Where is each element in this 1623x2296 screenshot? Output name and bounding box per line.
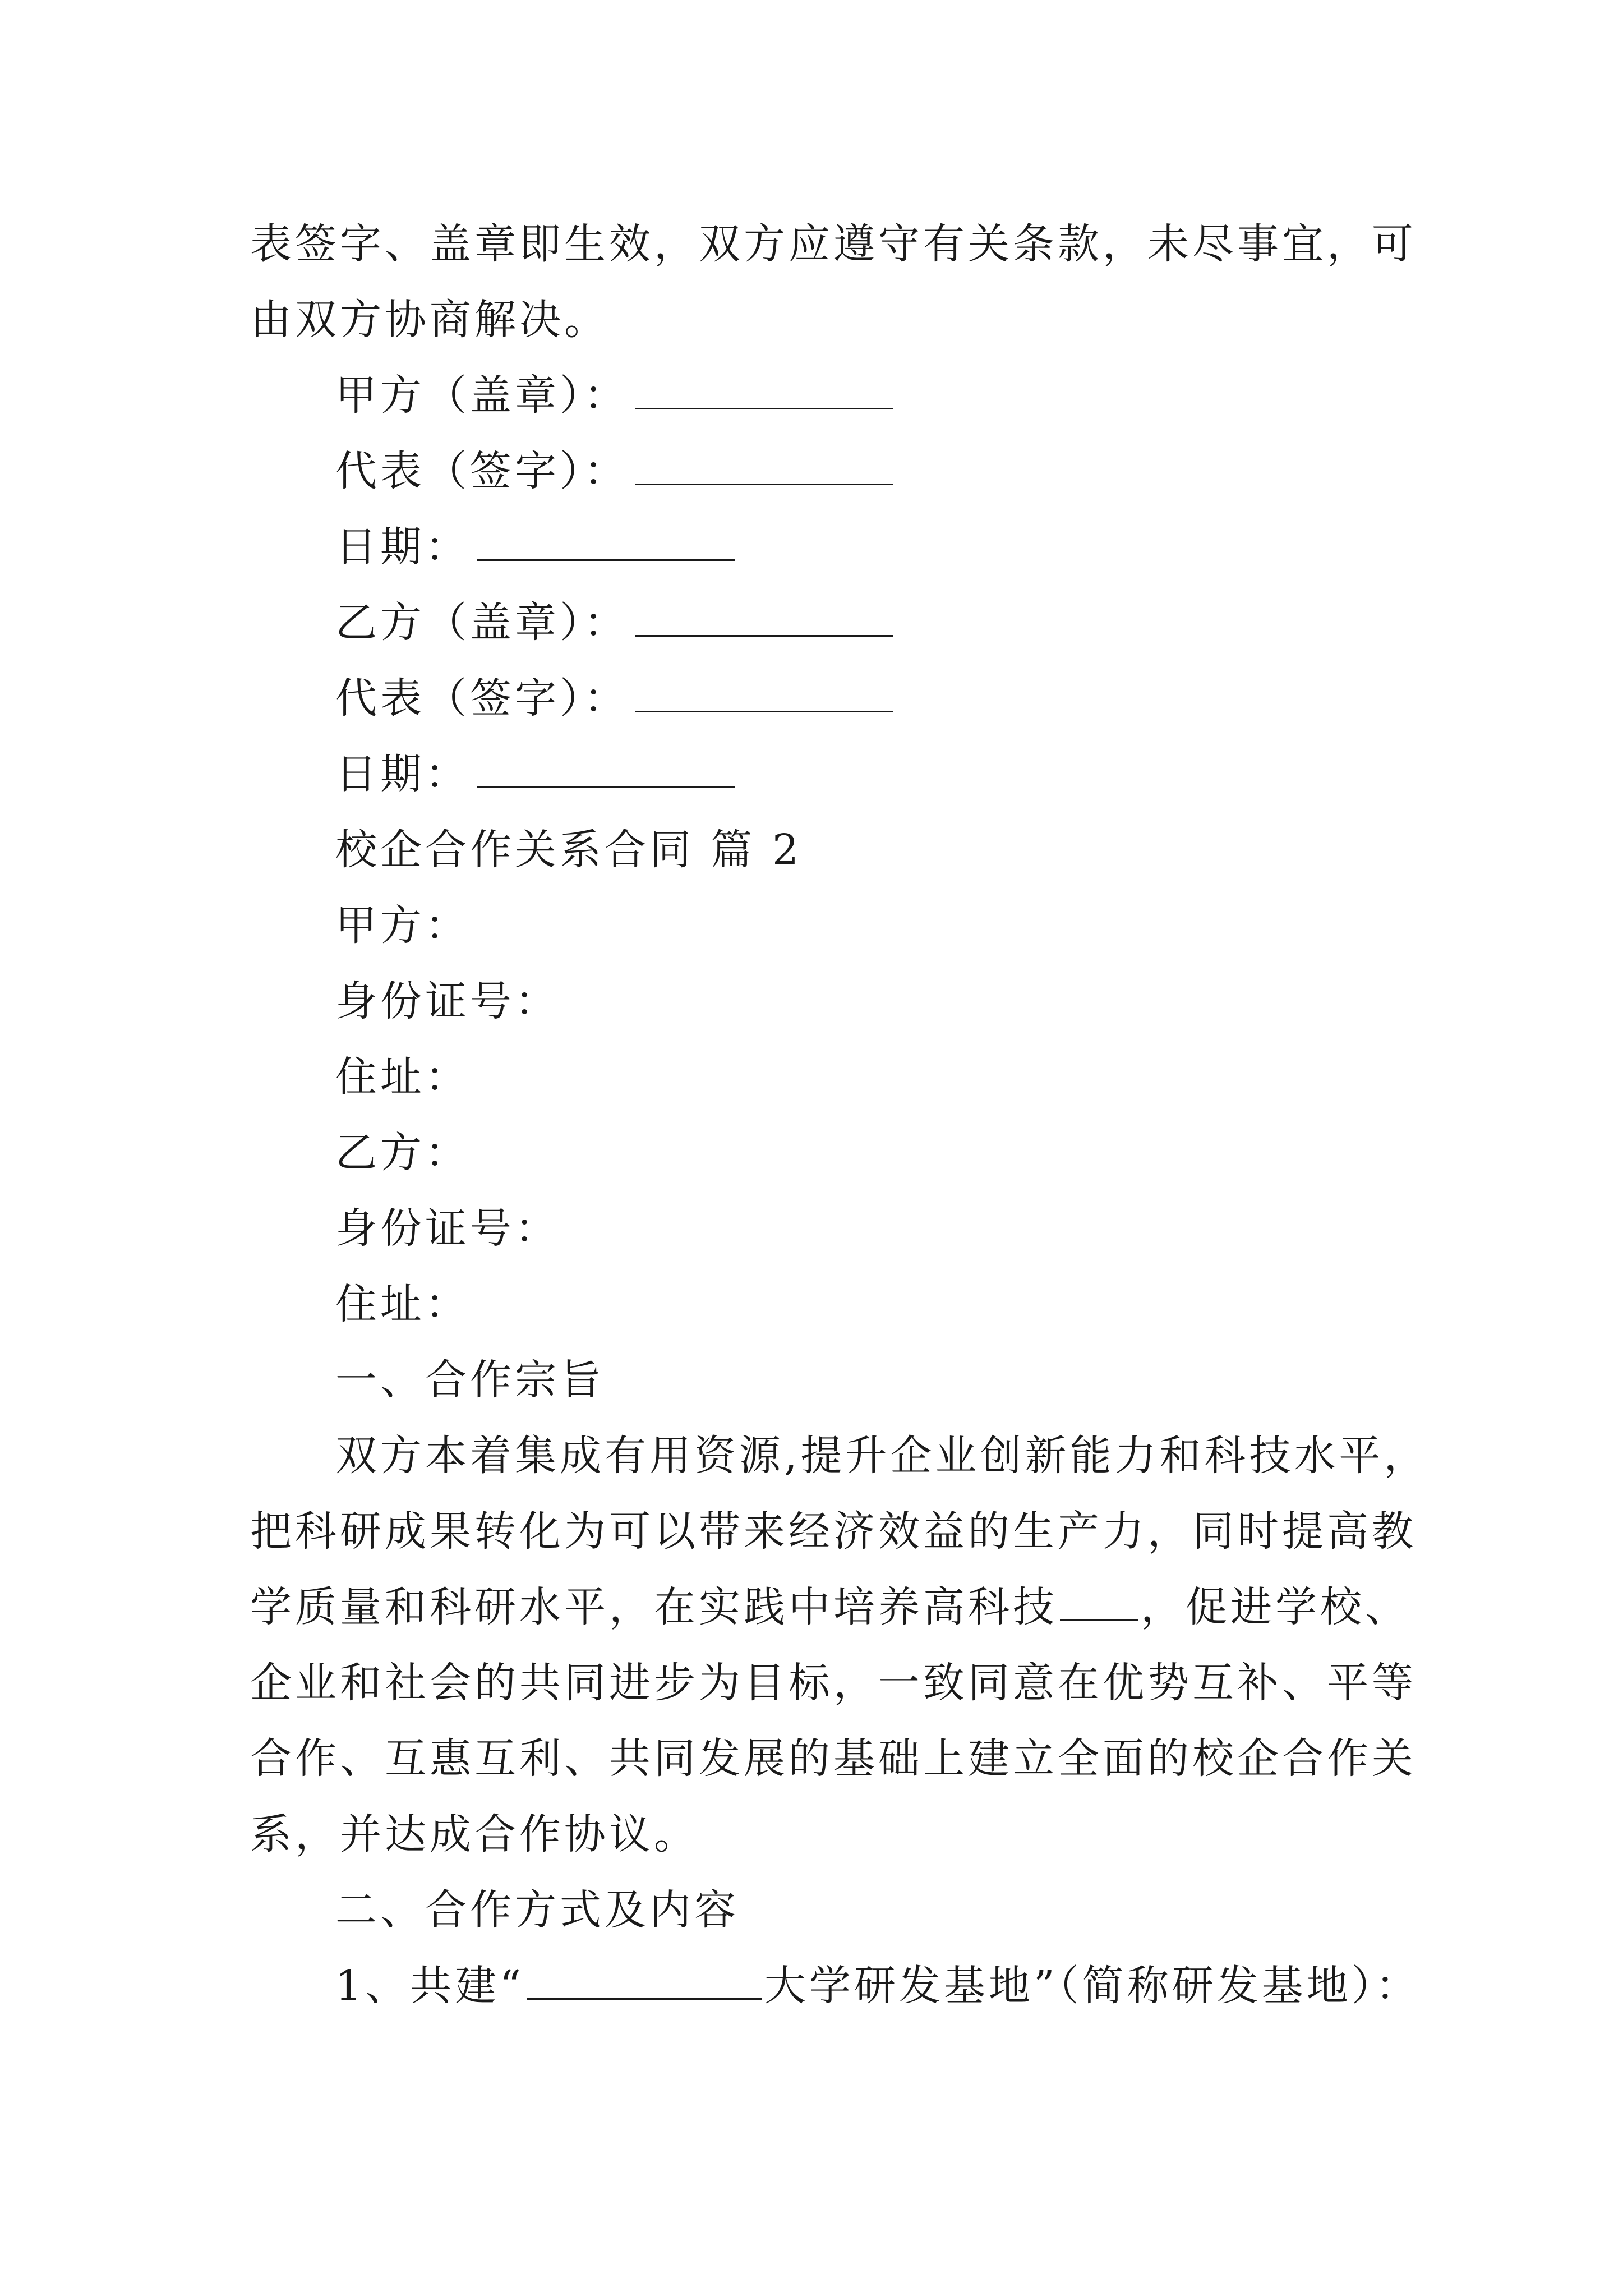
purpose-blank <box>1060 1614 1138 1621</box>
party-b-rep-blank <box>635 705 893 712</box>
continuation-line-2: 由双方协商解决。 <box>250 296 609 344</box>
party-a-date-blank <box>477 554 735 561</box>
party-a-rep-blank <box>635 478 893 485</box>
item-1-prefix: 1、共建“ <box>335 1962 524 2010</box>
party-b-rep-label: 代表（签字）： <box>335 674 629 723</box>
contract2-party-b-id: 身份证号： <box>335 1204 560 1253</box>
item-1-suffix: 大学研发基地”（简称研发基地）： <box>764 1962 1421 2010</box>
contract2-party-a-id: 身份证号： <box>335 977 560 1025</box>
party-a-rep-line <box>335 443 893 499</box>
party-a-seal-line <box>335 367 893 424</box>
contract2-title: 校企合作关系合同 篇 2 <box>335 826 803 874</box>
party-a-seal-blank <box>635 402 893 409</box>
contract2-party-b-address: 住址： <box>335 1280 470 1328</box>
party-a-seal-label: 甲方（盖章）： <box>335 371 629 420</box>
contract2-party-a: 甲方： <box>335 901 470 950</box>
section-2-heading: 二、合作方式及内容 <box>335 1886 739 1934</box>
party-b-date-line <box>335 746 735 802</box>
base-name-blank <box>527 1993 762 2000</box>
purpose-line-6: 系，并达成合作协议。 <box>250 1810 699 1858</box>
purpose-line-2: 把科研成果转化为可以带来经济效益的生产力，同时提高教 <box>250 1507 1417 1556</box>
party-b-seal-line <box>335 595 893 651</box>
continuation-line-1: 表签字、盖章即生效，双方应遵守有关条款，未尽事宜，可 <box>250 220 1417 268</box>
party-b-seal-label: 乙方（盖章）： <box>335 599 629 647</box>
party-b-rep-line <box>335 670 893 726</box>
purpose-line-1: 双方本着集成有用资源,提升企业创新能力和科技水平， <box>335 1432 1429 1480</box>
party-b-date-blank <box>477 781 735 788</box>
purpose-line-3 <box>250 1579 1410 1635</box>
purpose-line-3-start: 学质量和科研水平，在实践中培养高科技 <box>250 1583 1058 1631</box>
party-b-seal-blank <box>635 629 893 637</box>
contract2-party-a-address: 住址： <box>335 1053 470 1101</box>
purpose-line-5: 合作、互惠互利、共同发展的基础上建立全面的校企合作关 <box>250 1734 1417 1783</box>
purpose-line-3-end: ，促进学校、 <box>1141 1583 1410 1631</box>
contract2-party-b: 乙方： <box>335 1129 470 1177</box>
item-1-line <box>335 1958 1421 2014</box>
party-a-rep-label: 代表（签字）： <box>335 447 629 495</box>
purpose-line-4: 企业和社会的共同进步为目标，一致同意在优势互补、平等 <box>250 1659 1417 1707</box>
party-a-date-line <box>335 519 735 575</box>
party-b-date-label: 日期： <box>335 750 470 798</box>
section-1-heading: 一、合作宗旨 <box>335 1356 605 1404</box>
party-a-date-label: 日期： <box>335 523 470 571</box>
